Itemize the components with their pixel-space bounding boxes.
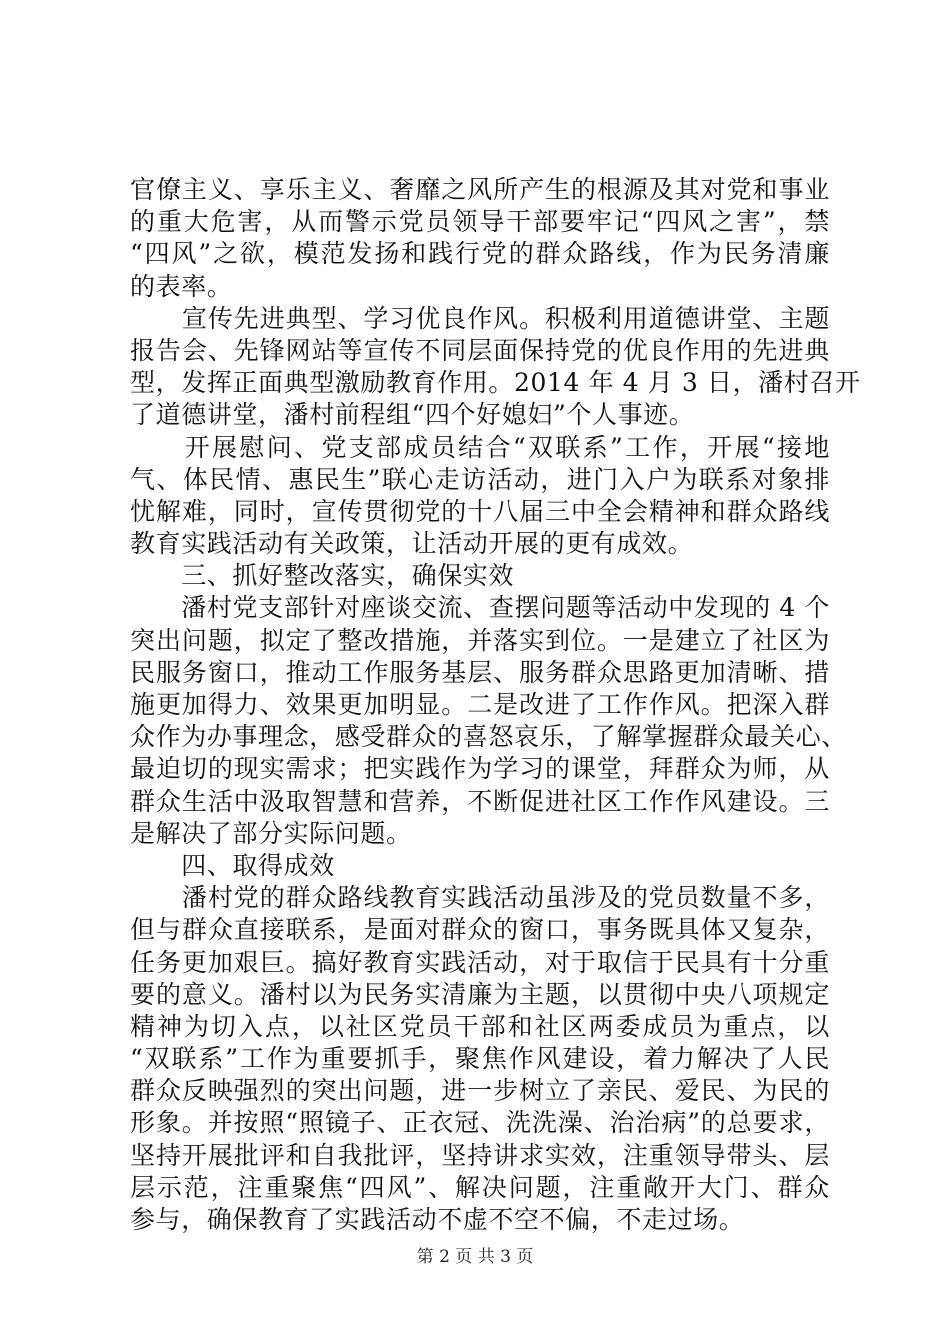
text-line: “双联系”工作为重要抓手，聚焦作风建设，着力解决了人民 [130, 1044, 830, 1074]
section-heading: 四、取得成效 [130, 850, 335, 880]
text-line: 型，发挥正面典型激励教育作用。2014 年 4 月 3 日，潘村召开 [130, 368, 861, 398]
text-line: 潘村党的群众路线教育实践活动虽涉及的党员数量不多， [130, 883, 830, 913]
text-line: 气、体民情、惠民生”联心走访活动，进门入户为联系对象排 [130, 464, 830, 494]
text-line: 形象。并按照“照镜子、正衣冠、洗洗澡、治治病”的总要求， [130, 1108, 830, 1138]
document-body [130, 174, 861, 1236]
text-line: 了道德讲堂，潘村前程组“四个好媳妇”个人事迹。 [130, 400, 695, 430]
text-line: 群众反映强烈的突出问题，进一步树立了亲民、爱民、为民的 [130, 1076, 830, 1106]
text-line: 最迫切的现实需求；把实践作为学习的课堂，拜群众为师，从 [130, 754, 830, 784]
text-line: 施更加得力、效果更加明显。二是改进了工作作风。把深入群 [130, 690, 830, 719]
text-line: 忧解难，同时，宣传贯彻党的十八届三中全会精神和群众路线 [130, 496, 830, 526]
text-line: 开展慰问、党支部成员结合“双联系”工作，开展“接地 [130, 432, 830, 462]
text-line: 众作为办事理念，感受群众的喜怒哀乐，了解掌握群众最关心、 [130, 722, 847, 752]
page-footer: 第 2 页 共 3 页 [416, 1247, 534, 1267]
text-line: 报告会、先锋网站等宣传不同层面保持党的优良作用的先进典 [130, 335, 830, 365]
text-line: 潘村党支部针对座谈交流、查摆问题等活动中发现的 4 个 [130, 593, 830, 623]
text-line: 宣传先进典型、学习优良作风。积极利用道德讲堂、主题 [130, 303, 830, 333]
text-line: 是解决了部分实际问题。 [130, 818, 412, 848]
text-line: 任务更加艰巨。搞好教育实践活动，对于取信于民具有十分重 [130, 947, 830, 977]
text-line: 群众生活中汲取智慧和营养，不断促进社区工作作风建设。三 [130, 786, 830, 816]
text-line: 参与，确保教育了实践活动不虚不空不偏，不走过场。 [130, 1205, 745, 1234]
section-heading: 三、抓好整改落实，确保实效 [130, 561, 515, 591]
text-line: 坚持开展批评和自我批评，坚持讲求实效，注重领导带头、层 [130, 1140, 830, 1170]
text-line: 但与群众直接联系，是面对群众的窗口，事务既具体又复杂， [130, 915, 830, 945]
text-line: 突出问题，拟定了整改措施，并落实到位。一是建立了社区为 [130, 625, 830, 655]
text-line: 的重大危害，从而警示党员领导干部要牢记“四风之害”，禁 [130, 207, 830, 237]
text-line: 的表率。 [130, 271, 233, 301]
text-line: 要的意义。潘村以为民务实清廉为主题，以贯彻中央八项规定 [130, 979, 830, 1009]
text-line: 民服务窗口，推动工作服务基层、服务群众思路更加清晰、措 [130, 657, 830, 687]
text-line: 教育实践活动有关政策，让活动开展的更有成效。 [130, 529, 694, 559]
text-line: “四风”之欲，模范发扬和践行党的群众路线，作为民务清廉 [130, 239, 830, 269]
text-line: 官僚主义、享乐主义、奢靡之风所产生的根源及其对党和事业 [130, 175, 830, 204]
text-line: 精神为切入点，以社区党员干部和社区两委成员为重点，以 [130, 1011, 830, 1041]
text-line: 层示范，注重聚焦“四风”、解决问题，注重敞开大门、群众 [130, 1172, 830, 1202]
